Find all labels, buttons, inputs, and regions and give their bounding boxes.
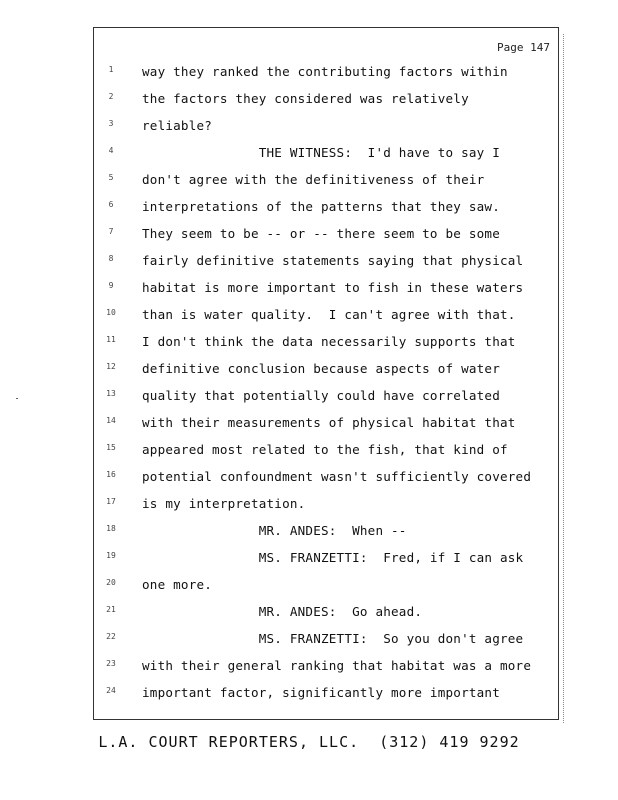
line-text: quality that potentially could have correlated [142,388,500,403]
line-text: don't agree with the definitiveness of their [142,172,485,187]
line-number: 22 [106,632,116,641]
line-number: 17 [106,497,116,506]
transcript-line [94,91,558,118]
line-number: 9 [108,281,114,290]
line-number: 3 [108,119,114,128]
line-text: way they ranked the contributing factors within [142,64,508,79]
line-number: 20 [106,578,116,587]
transcript-line [94,118,558,145]
line-number: 13 [106,389,116,398]
transcript-line [94,361,558,388]
line-number: 16 [106,470,116,479]
line-text: MR. ANDES: When -- [142,523,407,538]
transcript-line [94,685,558,712]
transcript-line [94,226,558,253]
transcript-line [94,604,558,631]
transcript-line [94,658,558,685]
scan-speck [16,398,18,399]
line-text: one more. [142,577,213,592]
line-number: 7 [108,227,114,236]
transcript-line [94,64,558,91]
transcript-line [94,253,558,280]
line-number: 19 [106,551,116,560]
line-text: MR. ANDES: Go ahead. [142,604,423,619]
transcript-line [94,199,558,226]
line-number: 23 [106,659,116,668]
court-reporter-footer: L.A. COURT REPORTERS, LLC. (312) 419 9292 [98,733,520,751]
line-number: 24 [106,686,116,695]
page-number-header: Page 147 [497,41,550,54]
transcript-line [94,577,558,604]
line-text: with their measurements of physical habitat that [142,415,516,430]
line-number: 14 [106,416,116,425]
line-text: fairly definitive statements saying that physical [142,253,524,268]
transcript-line [94,550,558,577]
line-text: appeared most related to the fish, that kind of [142,442,508,457]
line-number: 4 [108,146,114,155]
transcript-line [94,388,558,415]
transcript-line [94,172,558,199]
transcript-line [94,442,558,469]
line-text: THE WITNESS: I'd have to say I [142,145,500,160]
transcript-lines [94,64,558,712]
line-text: than is water quality. I can't agree with that. [142,307,516,322]
line-number: 21 [106,605,116,614]
line-number: 15 [106,443,116,452]
line-text: definitive conclusion because aspects of water [142,361,500,376]
line-text: interpretations of the patterns that they saw. [142,199,500,214]
line-number: 1 [108,65,114,74]
line-number: 10 [106,308,116,317]
line-text: MS. FRANZETTI: So you don't agree [142,631,524,646]
line-text: They seem to be -- or -- there seem to be some [142,226,500,241]
line-text: I don't think the data necessarily supports that [142,334,516,349]
line-text: important factor, significantly more important [142,685,500,700]
line-number: 5 [108,173,114,182]
transcript-line [94,496,558,523]
line-number: 12 [106,362,116,371]
transcript-line [94,280,558,307]
transcript-line [94,307,558,334]
line-number: 18 [106,524,116,533]
transcript-line [94,469,558,496]
line-number: 6 [108,200,114,209]
line-text: habitat is more important to fish in these waters [142,280,524,295]
transcript-line [94,145,558,172]
transcript-line [94,334,558,361]
transcript-page-frame [93,27,559,720]
line-number: 11 [106,335,116,344]
transcript-line [94,415,558,442]
line-number: 2 [108,92,114,101]
transcript-line [94,523,558,550]
transcript-line [94,631,558,658]
line-text: the factors they considered was relatively [142,91,469,106]
line-text: MS. FRANZETTI: Fred, if I can ask [142,550,524,565]
line-text: is my interpretation. [142,496,306,511]
line-text: reliable? [142,118,213,133]
line-text: with their general ranking that habitat was a more [142,658,532,673]
line-number: 8 [108,254,114,263]
line-text: potential confoundment wasn't sufficiently covered [142,469,532,484]
